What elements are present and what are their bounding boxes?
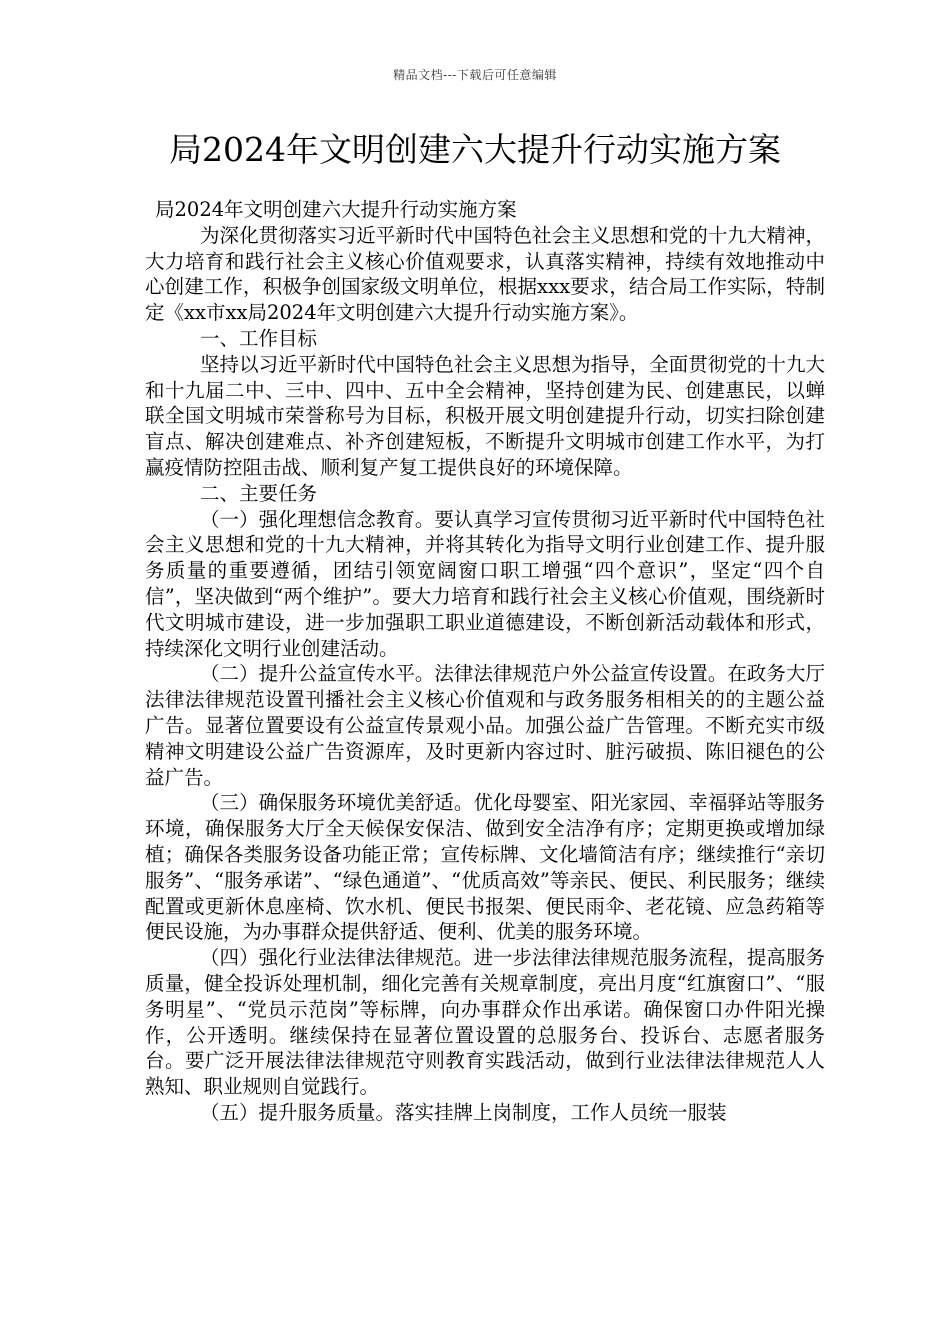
header-note: 精品文档---下载后可任意编辑 xyxy=(393,68,557,82)
task-paragraph-1: （一）强化理想信念教育。要认真学习宣传贯彻习近平新时代中国特色社会主义思想和党的十九大精神，并将其转化为指导文明行业创建工作、提升服务质量的重要遵循，团结引领宽阔窗口职工增强“四个意识”，坚定“四个自信”，坚决做到“两个维护”。要大力培育和践行社会主义核心价值观，围绕新时代文明城市建设，进一步加强职工职业道德建设，不断创新活动载体和形式，持续深化文明行业创建活动。 xyxy=(145,507,825,660)
task-paragraph-3: （三）确保服务环境优美舒适。优化母婴室、阳光家园、幸福驿站等服务环境，确保服务大厅全天候保安保洁、做到安全洁净有序；定期更换或增加绿植；确保各类服务设备功能正常；宣传标牌、文化墙简洁有序；继续推行“亲切服务”、“服务承诺”、“绿色通道”、“优质高效”等亲民、便民、利民服务；继续配置或更新休息座椅、饮水机、便民书报架、便民雨伞、老花镜、应急药箱等便民设施，为办事群众提供舒适、便利、优美的服务环境。 xyxy=(145,791,825,944)
subtitle: 局2024年文明创建六大提升行动实施方案 xyxy=(155,198,517,221)
task-paragraph-5: （五）提升服务质量。落实挂牌上岗制度，工作人员统一服装 xyxy=(200,1100,727,1124)
task-paragraph-2: （二）提升公益宣传水平。法律法律规范户外公益宣传设置。在政务大厅法律法律规范设置刊播社会主义核心价值观和与政务服务相相关的的主题公益广告。显著位置要设有公益宣传景观小品。加强公益广告管理。不断充实市级精神文明建设公益广告资源库，及时更新内容过时、脏污破损、陈旧褪色的公益广告。 xyxy=(145,662,825,789)
intro-paragraph: 为深化贯彻落实习近平新时代中国特色社会主义思想和党的十九大精神，大力培育和践行社会主义核心价值观要求，认真落实精神，持续有效地推动中心创建工作，积极争创国家级文明单位，根据xxx要求，结合局工作实际，特制定《xx市xx局2024年文明创建六大提升行动实施方案》。 xyxy=(145,223,825,325)
section-heading-tasks: 二、主要任务 xyxy=(200,481,318,505)
goals-paragraph: 坚持以习近平新时代中国特色社会主义思想为指导，全面贯彻党的十九大和十九届二中、三中、四中、五中全会精神，坚持创建为民、创建惠民，以蝉联全国文明城市荣誉称号为目标，积极开展文明创建提升行动，切实扫除创建盲点、解决创建难点、补齐创建短板，不断提升文明城市创建工作水平，为打赢疫情防控阻击战、顺利复产复工提供良好的环境保障。 xyxy=(145,352,825,479)
page-title: 局2024年文明创建六大提升行动实施方案 xyxy=(169,130,781,169)
section-heading-goals: 一、工作目标 xyxy=(200,326,318,350)
document-body xyxy=(145,197,825,1126)
task-paragraph-4: （四）强化行业法律法律规范。进一步法律法律规范服务流程，提高服务质量，健全投诉处理机制，细化完善有关规章制度，亮出月度“红旗窗口”、“服务明星”、“党员示范岗”等标牌，向办事群众作出承诺。确保窗口办件阳光操作，公开透明。继续保持在显著位置设置的总服务台、投诉台、志愿者服务台。要广泛开展法律法律规范守则教育实践活动，做到行业法律法律规范人人熟知、职业规则自觉践行。 xyxy=(145,946,825,1099)
